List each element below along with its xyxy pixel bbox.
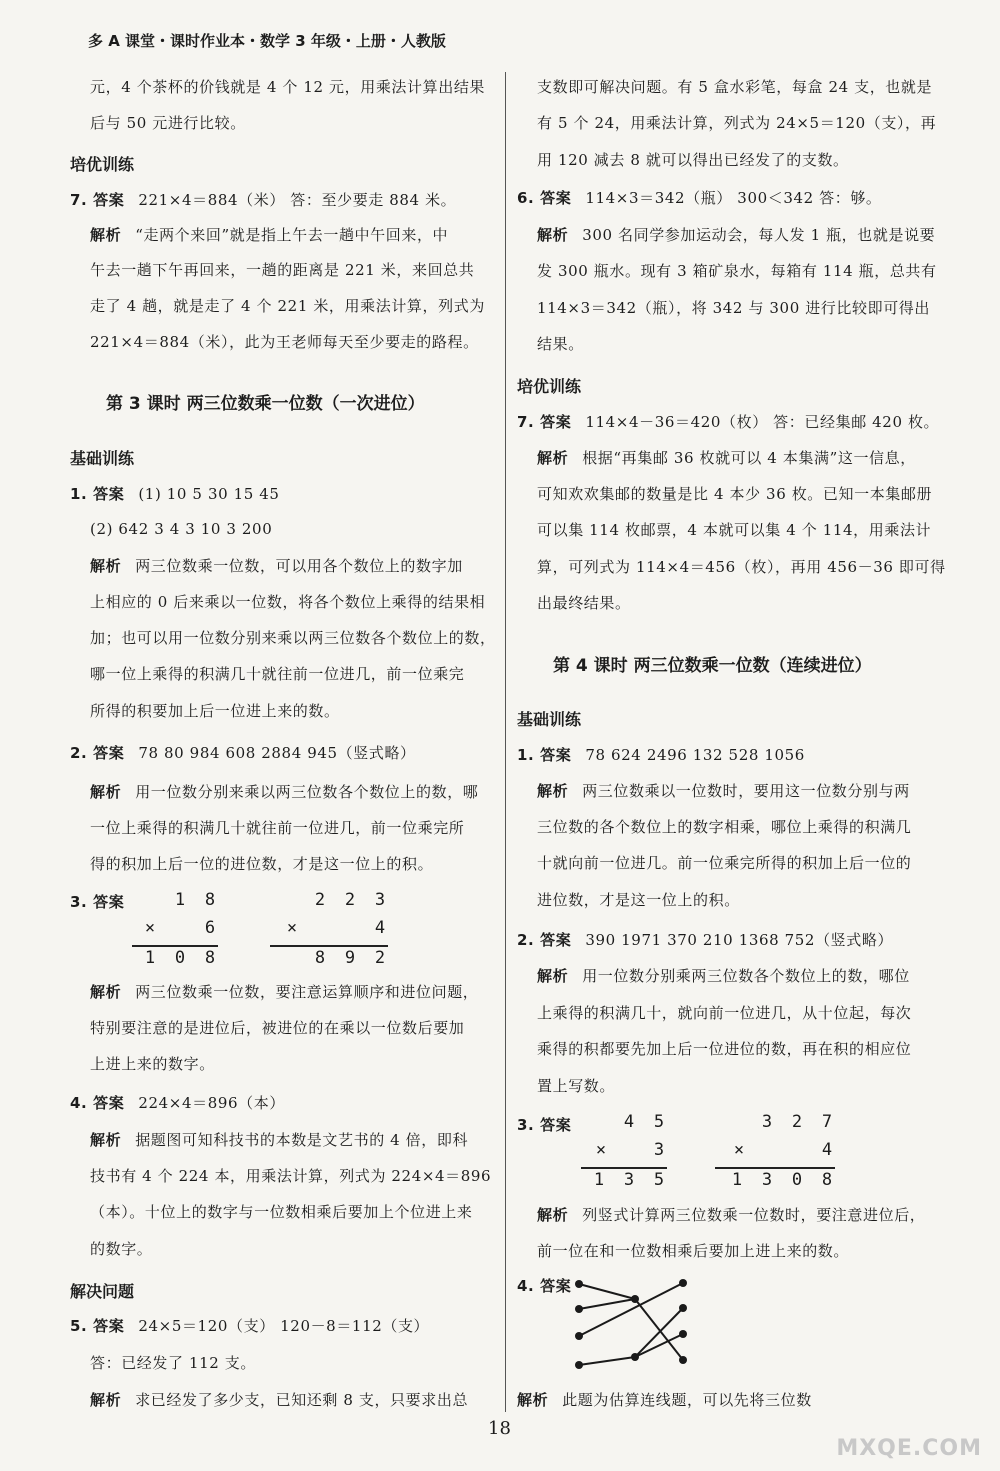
analysis-text: 两三位数乘一位数，可以用各个数位上的数字加 (135, 557, 463, 575)
q6-answer (517, 188, 882, 208)
digit: 8 (204, 948, 216, 968)
answer-label: 6. 答案 (517, 189, 572, 207)
analysis-label: 解析 (537, 782, 569, 800)
text-line: 221×4＝884（米），此为王老师每天至少要走的路程。 (90, 333, 479, 351)
digit: 1 (144, 948, 156, 968)
analysis-text: 用一位数分别来乘以两三位数各个数位上的数，哪 (135, 783, 479, 801)
digit: 1 (593, 1170, 605, 1190)
connector-line (579, 1283, 683, 1336)
text-line: 114×3＝342（瓶），将 342 与 300 进行比较即可得出 (537, 299, 931, 317)
answer-label: 1. 答案 (517, 746, 572, 764)
q1-answer (70, 484, 280, 504)
text-line: 结果。 (537, 335, 584, 353)
text-line: 用 120 减去 8 就可以得出已经发了的支数。 (537, 151, 849, 169)
text-line: 午去一趟下午再回来，一趟的距离是 221 米，来回总共 (90, 261, 475, 279)
digit: 8 (314, 948, 326, 968)
vertical-multiplication-1 (579, 1112, 669, 1192)
digit: 3 (761, 1112, 773, 1132)
section-heading-jichu: 基础训练 (517, 710, 582, 729)
analysis-text: 求已经发了多少支，已知还剩 8 支，只要求出总 (135, 1391, 469, 1409)
analysis-label: 解析 (90, 226, 122, 244)
answer-text: 114×4－36＝420（枚） 答：已经集邮 420 枚。 (585, 413, 940, 431)
left-dot (575, 1332, 583, 1340)
connector-line (579, 1284, 635, 1299)
multiply-sign: × (733, 1140, 745, 1160)
answer-label: 7. 答案 (70, 191, 125, 209)
digit: 2 (314, 890, 326, 910)
matching-lines-diagram (569, 1272, 699, 1382)
digit: 8 (821, 1170, 833, 1190)
answer-label: 4. 答案 (517, 1277, 572, 1295)
answer-label: 3. 答案 (517, 1116, 572, 1134)
answer-text: 224×4＝896（本） (138, 1094, 285, 1112)
text-line: 置上写数。 (537, 1077, 616, 1095)
text-line: 上进上来的数字。 (90, 1055, 215, 1073)
q7-answer (70, 190, 456, 210)
analysis-label: 解析 (90, 1131, 122, 1149)
q5-answer (70, 1316, 429, 1336)
q3-analysis (90, 982, 478, 1002)
digit: 7 (821, 1112, 833, 1132)
page-header: 多 A 课堂・课时作业本・数学 3 年级・上册・人教版 (88, 32, 446, 50)
text-line: 前一位在和一位数相乘后要加上进上来的数。 (537, 1242, 850, 1260)
text-line: 三位数的各个数位上的数字相乘，哪位上乘得的积满几 (537, 818, 912, 836)
text-line: 答：已经发了 112 支。 (90, 1354, 256, 1372)
right-dot (679, 1356, 687, 1364)
analysis-text: 列竖式计算两三位数乘一位数时，要注意进位后， (582, 1206, 926, 1224)
text-line: 可以集 114 枚邮票，4 本就可以集 4 个 114，用乘法计 (537, 521, 932, 539)
text-line: 上乘得的积满几十，就向前一位进几，从十位起，每次 (537, 1004, 912, 1022)
digit: 0 (791, 1170, 803, 1190)
text-line: 十就向前一位进几。前一位乘完所得的积加上后一位的 (537, 854, 912, 872)
text-line: 出最终结果。 (537, 594, 631, 612)
text-line: 走了 4 趟，就是走了 4 个 221 米，用乘法计算，列式为 (90, 297, 485, 315)
lesson-4-title: 第 4 课时 两三位数乘一位数（连续进位） (553, 656, 872, 676)
text-line: 所得的积要加上后一位进上来的数。 (90, 702, 340, 720)
text-line: 技书有 4 个 224 本，用乘法计算，列式为 224×4＝896 (90, 1167, 492, 1185)
text-line: 进位数，才是这一位上的积。 (537, 891, 740, 909)
analysis-label: 解析 (90, 557, 122, 575)
q2-answer (70, 743, 416, 763)
q3-answer-label (517, 1115, 585, 1135)
text-line: 得的积加上后一位的进位数，才是这一位上的积。 (90, 855, 434, 873)
answer-label: 2. 答案 (517, 931, 572, 949)
analysis-text: 用一位数分别乘两三位数各个数位上的数，哪位 (582, 967, 910, 985)
digit: 4 (374, 918, 386, 938)
text-line: (2) 642 3 4 3 10 3 200 (90, 520, 273, 538)
digit: 4 (821, 1140, 833, 1160)
text-line: 特别要注意的是进位后，被进位的在乘以一位数后要加 (90, 1019, 465, 1037)
text-line: 加；也可以用一位数分别来乘以两三位数各个数位上的数， (90, 629, 496, 647)
q3-answer-label (70, 892, 138, 912)
multiply-sign: × (144, 918, 156, 938)
text-line: 发 300 瓶水。现有 3 箱矿泉水，每箱有 114 瓶，总共有 (537, 262, 937, 280)
analysis-label: 解析 (537, 449, 569, 467)
answer-text: 78 80 984 608 2884 945（竖式略） (138, 744, 416, 762)
connector-dots (575, 1279, 687, 1369)
section-heading-jichu: 基础训练 (70, 449, 135, 468)
q5-analysis (90, 1390, 468, 1410)
text-line: 后与 50 元进行比较。 (90, 114, 246, 132)
vertical-multiplication-2 (715, 1112, 837, 1192)
digit: 1 (731, 1170, 743, 1190)
analysis-text: 据题图可知科技书的本数是文艺书的 4 倍，即科 (135, 1131, 469, 1149)
connector-line (579, 1299, 635, 1309)
vertical-multiplication-2 (270, 890, 390, 970)
section-heading-jiejue: 解决问题 (70, 1282, 135, 1301)
digit: 2 (791, 1112, 803, 1132)
analysis-text: “走两个来回”就是指上午去一趟中午回来，中 (135, 226, 449, 244)
result-line (715, 1167, 835, 1169)
analysis-label: 解析 (90, 1391, 122, 1409)
digit: 1 (174, 890, 186, 910)
q1-analysis (537, 781, 910, 801)
q7-analysis (537, 448, 916, 468)
connector-lines (579, 1283, 683, 1365)
text-line: 一位上乘得的积满几十就往前一位进几，前一位乘完所 (90, 819, 465, 837)
connector-line (635, 1334, 683, 1357)
answer-text: 114×3＝342（瓶） 300＜342 答：够。 (585, 189, 882, 207)
digit: 3 (623, 1170, 635, 1190)
q1-analysis (90, 556, 463, 576)
analysis-text: 300 名同学参加运动会，每人发 1 瓶，也就是说要 (582, 226, 936, 244)
digit: 6 (204, 918, 216, 938)
digit: 9 (344, 948, 356, 968)
answer-text: (1) 10 5 30 15 45 (138, 485, 280, 503)
analysis-label: 解析 (90, 783, 122, 801)
text-line: 算，可列式为 114×4＝456（枚），再用 456－36 即可得 (537, 558, 946, 576)
q4-answer (70, 1093, 285, 1113)
digit: 5 (653, 1112, 665, 1132)
text-line: 乘得的积都要先加上后一位进位的数，再在积的相应位 (537, 1040, 912, 1058)
result-line (581, 1167, 667, 1169)
left-dot (575, 1361, 583, 1369)
digit: 8 (204, 890, 216, 910)
answer-label: 4. 答案 (70, 1094, 125, 1112)
analysis-label: 解析 (537, 967, 569, 985)
q4-analysis (90, 1130, 468, 1150)
result-line (270, 945, 388, 947)
q7-analysis (90, 225, 448, 245)
column-divider (505, 72, 506, 1412)
answer-text: 78 624 2496 132 528 1056 (585, 746, 805, 764)
multiply-sign: × (595, 1140, 607, 1160)
digit: 3 (653, 1140, 665, 1160)
result-line (132, 945, 218, 947)
q4-analysis (517, 1390, 812, 1410)
digit: 2 (344, 890, 356, 910)
vertical-multiplication-1 (130, 890, 220, 970)
middle-dot (631, 1295, 639, 1303)
page-number: 18 (488, 1418, 511, 1439)
text-line: 有 5 个 24，用乘法计算，列式为 24×5＝120（支），再 (537, 114, 937, 132)
answer-label: 2. 答案 (70, 744, 125, 762)
answer-label: 1. 答案 (70, 485, 125, 503)
text-line: 可知欢欢集邮的数量是比 4 本少 36 枚。已知一本集邮册 (537, 485, 933, 503)
right-dot (679, 1279, 687, 1287)
q2-analysis (537, 966, 910, 986)
lesson-3-title: 第 3 课时 两三位数乘一位数（一次进位） (106, 394, 425, 414)
q3-analysis (537, 1205, 925, 1225)
digit: 2 (374, 948, 386, 968)
answer-label: 3. 答案 (70, 893, 125, 911)
answer-label: 5. 答案 (70, 1317, 125, 1335)
q2-analysis (90, 782, 478, 802)
digit: 3 (374, 890, 386, 910)
q1-answer (517, 745, 805, 765)
digit: 4 (623, 1112, 635, 1132)
text-line: （本）。十位上的数字与一位数相乘后要加上个位进上来 (90, 1203, 473, 1221)
analysis-label: 解析 (517, 1391, 549, 1409)
text-line: 哪一位上乘得的积满几十就往前一位进几，前一位乘完 (90, 665, 465, 683)
text-line: 上相应的 0 后来乘以一位数，将各个数位上乘得的结果相 (90, 593, 486, 611)
answer-text: 221×4＝884（米） 答：至少要走 884 米。 (138, 191, 457, 209)
answer-label: 7. 答案 (517, 413, 572, 431)
q7-answer (517, 412, 939, 432)
analysis-label: 解析 (90, 983, 122, 1001)
analysis-label: 解析 (537, 226, 569, 244)
analysis-label: 解析 (537, 1206, 569, 1224)
left-dot (575, 1280, 583, 1288)
q6-analysis (537, 225, 935, 245)
connector-line (579, 1357, 635, 1365)
analysis-text: 两三位数乘以一位数时，要用这一位数分别与两 (582, 782, 910, 800)
analysis-text: 根据“再集邮 36 枚就可以 4 本集满”这一信息， (582, 449, 916, 467)
answer-text: 390 1971 370 210 1368 752（竖式略） (585, 931, 894, 949)
section-heading-peiyou: 培优训练 (517, 377, 582, 396)
watermark-text: MXQE.COM (836, 1436, 982, 1461)
text-line: 支数即可解决问题。有 5 盒水彩笔，每盒 24 支，也就是 (537, 78, 933, 96)
text-line: 元，4 个茶杯的价钱就是 4 个 12 元，用乘法计算出结果 (90, 78, 486, 96)
right-dot (679, 1330, 687, 1338)
digit: 0 (174, 948, 186, 968)
answer-text: 24×5＝120（支） 120－8＝112（支） (138, 1317, 430, 1335)
analysis-text: 两三位数乘一位数，要注意运算顺序和进位问题， (135, 983, 479, 1001)
section-heading-peiyou: 培优训练 (70, 155, 135, 174)
digit: 3 (761, 1170, 773, 1190)
analysis-text: 此题为估算连线题，可以先将三位数 (562, 1391, 812, 1409)
right-dot (679, 1304, 687, 1312)
text-line: 的数字。 (90, 1240, 153, 1258)
left-dot (575, 1305, 583, 1313)
digit: 5 (653, 1170, 665, 1190)
middle-dot (631, 1353, 639, 1361)
multiply-sign: × (286, 918, 298, 938)
q2-answer (517, 930, 893, 950)
